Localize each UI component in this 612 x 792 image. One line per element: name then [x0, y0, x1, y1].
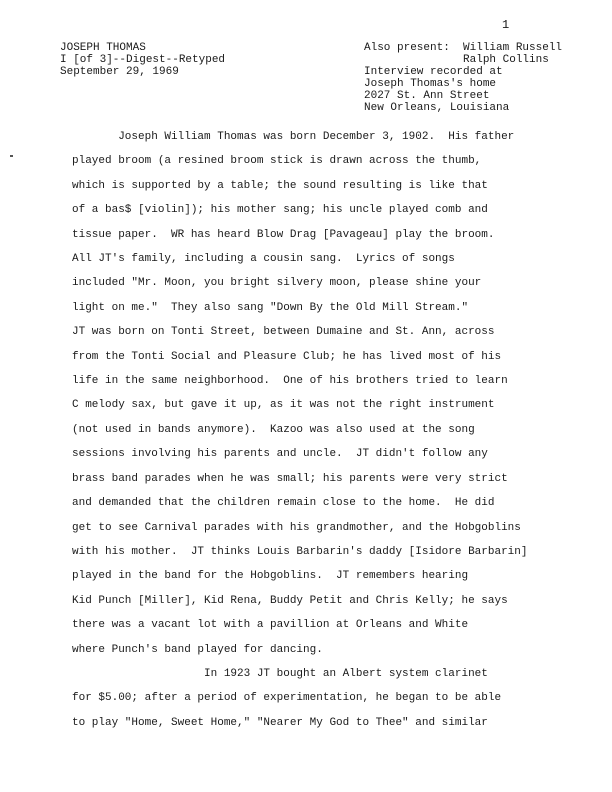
body-line: tissue paper. WR has heard Blow Drag [Pavageau] play the broom.: [72, 228, 495, 241]
body-line: Kid Punch [Miller], Kid Rena, Buddy Petit and Chris Kelly; he says: [72, 594, 508, 607]
body-line: where Punch's band played for dancing.: [72, 643, 323, 656]
address-line: 2027 St. Ann Street: [364, 90, 490, 102]
recording-location-line: Interview recorded at: [364, 66, 503, 78]
recording-location-line: Joseph Thomas's home: [364, 78, 497, 90]
body-line: with his mother. JT thinks Louis Barbarin's daddy [Isidore Barbarin]: [72, 545, 528, 558]
body-line: of a bas$ [violin]); his mother sang; his uncle played comb and: [72, 204, 488, 217]
body-line: played in the band for the Hobgoblins. JT remembers hearing: [72, 570, 469, 583]
page-number: 1: [502, 18, 510, 32]
body-line: played broom (a resined broom stick is drawn across the thumb,: [72, 155, 482, 168]
body-line: and demanded that the children remain close to the home. He did: [72, 497, 495, 510]
interview-date: September 29, 1969: [60, 66, 179, 78]
transcript-designation: I [of 3]--Digest--Retyped: [60, 54, 226, 66]
body-line: life in the same neighborhood. One of his brothers tried to learn: [72, 375, 508, 388]
city-line: New Orleans, Louisiana: [364, 102, 510, 114]
header-right: [364, 42, 562, 114]
header-left: [60, 42, 225, 78]
body-text: [72, 125, 542, 735]
body-line: which is supported by a table; the sound resulting is like that: [72, 179, 488, 192]
body-line: sessions involving his parents and uncle. JT didn't follow any: [72, 448, 488, 461]
body-line: All JT's family, including a cousin sang. Lyrics of songs: [72, 253, 455, 266]
body-line: get to see Carnival parades with his grandmother, and the Hobgoblins: [72, 521, 521, 534]
body-line: Joseph William Thomas was born December 3, 1902. His father: [72, 131, 515, 143]
also-present-line-2: Ralph Collins: [364, 54, 549, 66]
body-line: included "Mr. Moon, you bright silvery moon, please shine your: [72, 277, 482, 290]
scan-speck: [10, 155, 13, 157]
body-line: JT was born on Tonti Street, between Dumaine and St. Ann, across: [72, 326, 495, 339]
body-line: C melody sax, but gave it up, as it was not the right instrument: [72, 399, 495, 412]
body-line: In 1923 JT bought an Albert system clarinet: [72, 667, 488, 680]
body-line: (not used in bands anymore). Kazoo was also used at the song: [72, 423, 475, 436]
body-line: light on me." They also sang "Down By the Old Mill Stream.": [72, 301, 469, 314]
interviewee-name: JOSEPH THOMAS: [60, 42, 146, 54]
body-line: brass band parades when he was small; his parents were very strict: [72, 472, 508, 485]
also-present-line: Also present: William Russell: [364, 42, 563, 54]
body-line: to play "Home, Sweet Home," "Nearer My God to Thee" and similar: [72, 716, 488, 729]
body-line: there was a vacant lot with a pavillion at Orleans and White: [72, 619, 469, 632]
body-line: for $5.00; after a period of experimentation, he began to be able: [72, 692, 502, 705]
body-line: from the Tonti Social and Pleasure Club; he has lived most of his: [72, 350, 502, 363]
